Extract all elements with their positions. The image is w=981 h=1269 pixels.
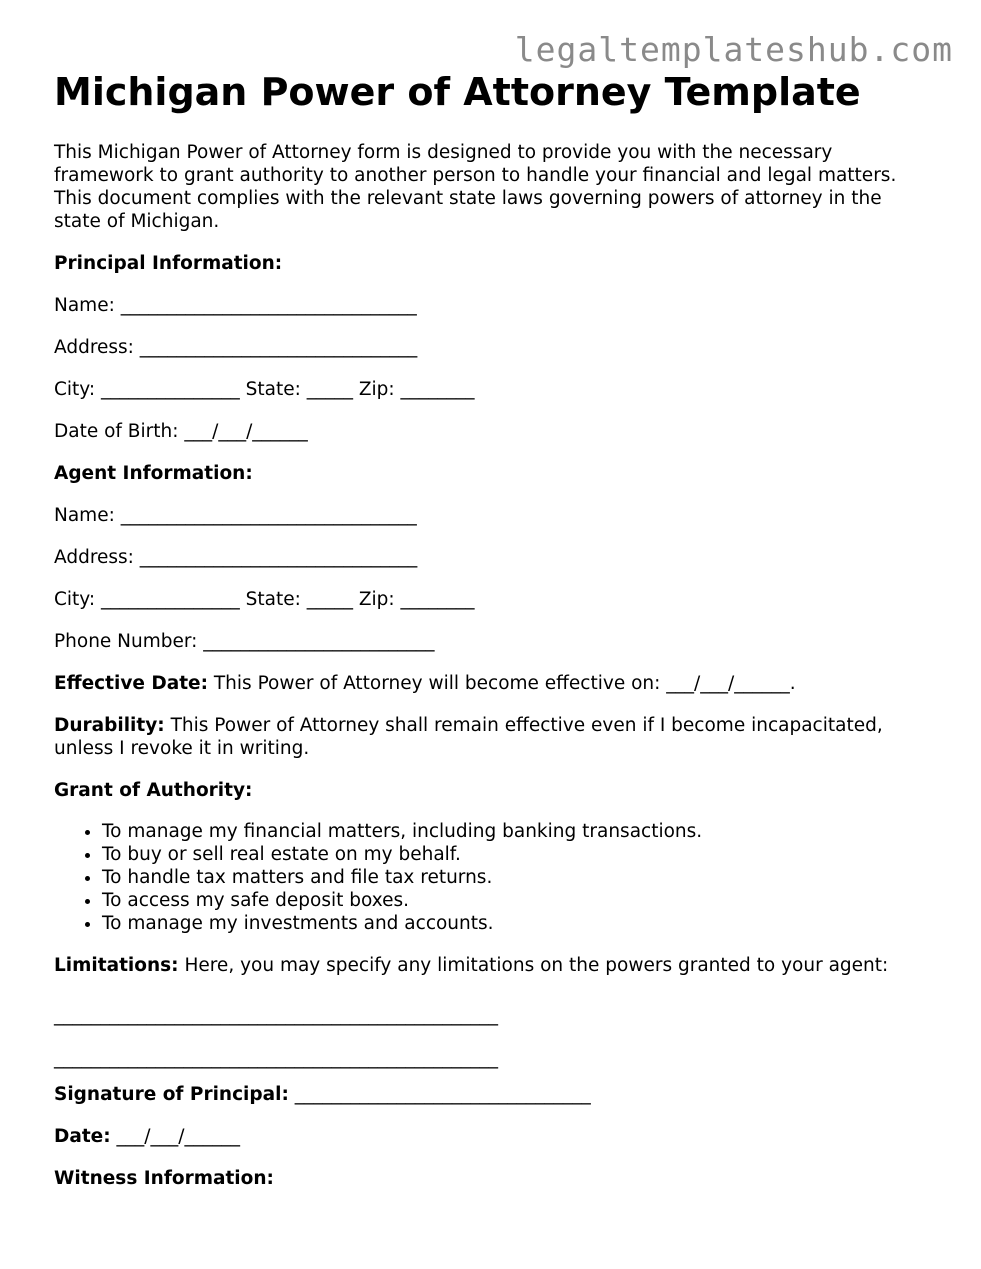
list-item: • To access my safe deposit boxes. bbox=[102, 889, 934, 912]
principal-city-state-zip-field[interactable]: City: _______________ State: _____ Zip: ________ bbox=[54, 379, 475, 400]
agent-city-state-zip-field[interactable]: City: _______________ State: _____ Zip: ________ bbox=[54, 589, 475, 610]
watermark-site-name: legaltemplateshub.com bbox=[514, 30, 953, 69]
limitations-blank-2[interactable]: ________________________________________________ bbox=[54, 1048, 498, 1069]
agent-address-field[interactable]: Address: ______________________________ bbox=[54, 547, 418, 568]
signature-label: Signature of Principal: bbox=[54, 1084, 289, 1105]
intro-paragraph: This Michigan Power of Attorney form is designed to provide you with the necessary framework to grant authority to another person to handle your financial and legal matters. This document complies with the relevant state laws governing powers of attorney in the state of Michigan. bbox=[54, 142, 897, 232]
document-page bbox=[54, 68, 934, 1190]
limitations-line bbox=[54, 954, 934, 977]
list-item: • To manage my financial matters, including banking transactions. bbox=[102, 820, 934, 843]
principal-dob-field[interactable]: Date of Birth: ___/___/______ bbox=[54, 421, 308, 442]
date-label: Date: bbox=[54, 1126, 111, 1147]
list-item: • To buy or sell real estate on my behalf. bbox=[102, 843, 934, 866]
limitations-text: Here, you may specify any limitations on the powers granted to your agent: bbox=[178, 955, 889, 976]
witness-heading: Witness Information: bbox=[54, 1168, 274, 1189]
signature-line[interactable] bbox=[54, 1083, 934, 1106]
durability-label: Durability: bbox=[54, 715, 165, 736]
principal-name-field[interactable]: Name: ________________________________ bbox=[54, 295, 417, 316]
list-item: • To manage my investments and accounts. bbox=[102, 912, 934, 935]
effective-date-label: Effective Date: bbox=[54, 673, 208, 694]
date-line[interactable] bbox=[54, 1125, 934, 1148]
limitations-blank-1[interactable]: ________________________________________________ bbox=[54, 1005, 498, 1026]
durability-text: This Power of Attorney shall remain effective even if I become incapacitated, unless I revoke it in writing. bbox=[54, 715, 883, 759]
list-item: • To handle tax matters and file tax returns. bbox=[102, 866, 934, 889]
agent-phone-field[interactable]: Phone Number: _________________________ bbox=[54, 631, 435, 652]
effective-date-line[interactable] bbox=[54, 672, 934, 695]
signature-blank: ________________________________ bbox=[288, 1084, 591, 1105]
effective-date-text: This Power of Attorney will become effective on: ___/___/______. bbox=[208, 673, 796, 694]
limitations-label: Limitations: bbox=[54, 955, 179, 976]
principal-address-field[interactable]: Address: ______________________________ bbox=[54, 337, 418, 358]
agent-name-field[interactable]: Name: ________________________________ bbox=[54, 505, 417, 526]
principal-heading: Principal Information: bbox=[54, 253, 283, 274]
document-title: Michigan Power of Attorney Template bbox=[54, 70, 861, 114]
grant-list bbox=[54, 820, 934, 935]
durability-paragraph bbox=[54, 714, 934, 760]
grant-heading: Grant of Authority: bbox=[54, 780, 253, 801]
agent-heading: Agent Information: bbox=[54, 463, 253, 484]
date-blank: ___/___/______ bbox=[110, 1126, 240, 1147]
